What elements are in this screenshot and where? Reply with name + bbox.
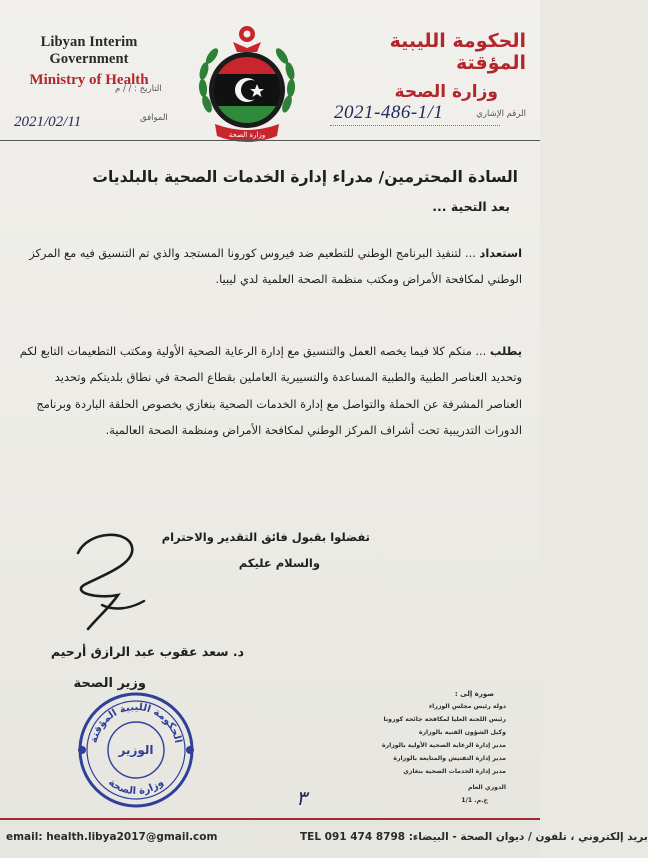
cc-heading: صورة إلى : [454,690,494,698]
header-divider [0,140,540,141]
header-arabic [326,30,526,102]
english-ministry-name: Ministry of Health [29,72,149,88]
stamp-top-text: الحكومة الليبية المؤقتة [88,701,184,745]
crest-icon [233,26,261,52]
cc-item: مدير إدارة التفتيش والمتابعة بالوزارة [393,755,506,762]
stamp-star-right-icon [186,746,194,754]
paragraph-2-lead: يطلب [489,344,522,358]
ref-field-label: الرقم الإشاري [476,109,526,119]
ref-underline [330,125,500,126]
paragraph-2-text: ... منكم كلا فيما يخصه العمل والتنسيق مع إدارة الرعاية الصحية الأولية ومكتب التطعيمات التابع لكم وتحديد العناصر الطبية والطبية المساعدة والتسييرية العاملين بقطاع الصحة في نطاق بلديتكم وتحديد العناصر المشرفة عن الحملة والتواصل مع إدارة الخدمات الصحية بنغازي بخصوص الحلقة الباردة وبرنامج الدورات التدريبية تحت أشراف المركز الوطني لمكافحة الأمراض ومنظمة الصحة العالمية. [19,344,522,437]
paragraph-2 [17,338,522,443]
footer-contact: TEL 091 474 8798 :بريد إلكتروني ، تلفون / ديوان الصحة - البيضاء [300,831,648,843]
stamp-center-text: الوزير [118,743,154,757]
handwritten-signature [58,525,168,639]
arabic-ministry-name: وزارة الصحة [394,82,498,102]
date-field-label: التاريخ : / / م [115,84,162,94]
letter-greeting: بعد التحية ... [432,199,510,214]
agree-field-label: الموافق [140,113,168,123]
cc-item: مدير إدارة الخدمات الصحية بنغازي [403,768,506,775]
paragraph-1 [17,240,522,293]
closing-regards: تفضلوا بقبول فائق التقدير والاحترام [161,530,370,544]
letter-footer [0,823,648,858]
paragraph-1-text: ... لتنفيذ البرنامج الوطني للتطعيم ضد فيروس كورونا المستجد والذي تم التنسيق فيه مع المركز الوطني لمكافحة الأمراض ومكتب منظمة الصحة العلمية لدي ليبيا. [29,246,522,287]
reference-number: 2021-486-1/1 [334,102,444,123]
cc-item: وكيل الشؤون الفنية بالوزارة [418,729,506,736]
closing-salutation: والسلام عليكم [238,556,320,570]
date-value: 2021/02/11 [14,114,82,130]
paragraph-1-lead: استعداد [479,246,522,260]
arabic-government-name: الحكومة الليبية المؤقتة [389,30,526,74]
stamp-star-left-icon [78,746,86,754]
cc-item: مدير إدارة الرعاية الصحية الأولية بالوزارة [381,742,506,749]
header-english [4,34,174,89]
handwritten-mark: ٣ [296,788,307,810]
stamp-bottom-text: وزارة الصحة [106,777,166,798]
ministry-emblem [197,24,297,156]
cc-item: الدوري العام [467,784,506,791]
footer-divider [0,818,540,820]
svg-text:الحكومة الليبية المؤقتة [89,702,184,744]
emblem-ribbon-text: وزارة الصحة [228,131,266,139]
signer-title: وزير الصحة [73,676,146,691]
cc-item: دولة رئيس مجلس الوزراء [428,703,506,710]
signer-name: د. سعد عقوب عبد الرازق أرحيم [50,644,244,659]
letter-recipient-title: السادة المحترمين/ مدراء إدارة الخدمات الصحية بالبلديات [92,168,518,186]
emblem-graphic [197,24,297,152]
official-stamp [74,688,198,816]
cc-item: ح.م. 1/1 [461,797,488,804]
english-government-name: Libyan Interim Government [40,34,138,67]
cc-item: رئيس اللجنة العليا لمكافحة جائحة كورونا [383,716,506,723]
footer-email: email: health.libya2017@gmail.com [6,831,218,843]
